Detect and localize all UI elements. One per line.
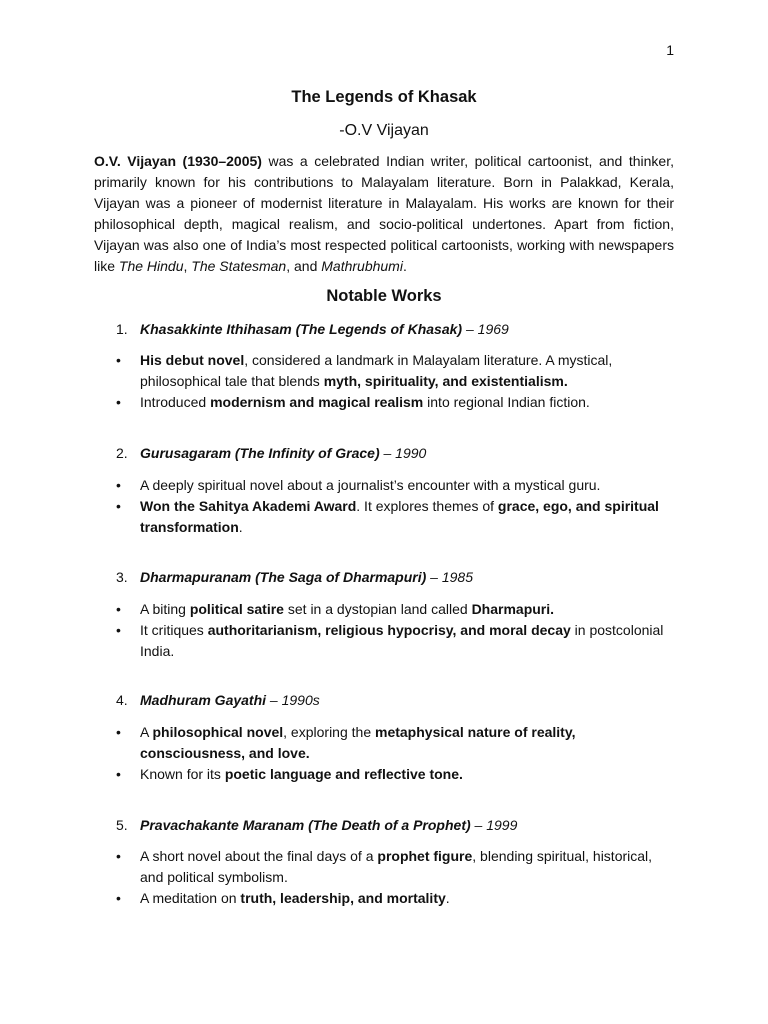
bullet-text: , exploring the	[283, 724, 375, 740]
bullet-text-bold: His debut novel	[140, 352, 245, 368]
bullet-text-bold: poetic language and reflective tone.	[224, 766, 463, 782]
work-name: Madhuram Gayathi	[140, 692, 267, 708]
bullet-text: .	[238, 519, 243, 535]
intro-paragraph	[94, 151, 674, 277]
work-year: – 1990	[379, 445, 427, 461]
bullet-marker: •	[116, 890, 121, 906]
intro-name-years: O.V. Vijayan (1930–2005)	[94, 153, 262, 169]
bullet-text: A	[140, 724, 153, 740]
page-number: 1	[666, 42, 674, 58]
bullet-text-bold: metaphysical nature of reality, consciousness, and love.	[140, 724, 576, 761]
work-year: – 1990s	[266, 692, 320, 708]
work-number: 5.	[116, 817, 128, 833]
bullet-text: , blending spiritual, historical, and political symbolism.	[140, 848, 653, 885]
section-heading-notable-works: Notable Works	[326, 287, 442, 305]
bullet-text: A meditation on	[140, 890, 241, 906]
intro-text: was a celebrated Indian writer, political cartoonist, and thinker, primarily known for his contributions to Malayalam literature. Born in Palakkad, Kerala, Vijayan was a pioneer of modernist literature in Malayalam. His works are known for their philosophical depth, magical realism, and socio-political undertones. Apart from fiction, Vijayan was also one of India’s most respected political cartoonists, working with newspapers like	[94, 153, 674, 274]
bullet-marker: •	[116, 766, 121, 782]
bullet-item	[116, 599, 674, 620]
bullet-text-bold: political satire	[189, 601, 284, 617]
bullet-text-bold: Won the Sahitya Akademi Award	[140, 498, 357, 514]
bullet-text: , considered a landmark in Malayalam literature. A mystical, philosophical tale that blends	[140, 352, 613, 389]
bullet-item	[116, 722, 674, 764]
work-name: Gurusagaram (The Infinity of Grace)	[140, 445, 380, 461]
work-bullet-list	[116, 722, 674, 785]
work-bullet-list	[116, 846, 674, 909]
bullet-text-bold: prophet figure	[377, 848, 473, 864]
work-number: 3.	[116, 569, 128, 585]
bullet-text: A biting	[140, 601, 190, 617]
bullet-item	[116, 888, 674, 909]
work-bullet-list	[116, 599, 674, 662]
work-year: – 1969	[462, 321, 509, 337]
bullet-text-bold: Dharmapuri.	[471, 601, 555, 617]
bullet-text-bold: truth, leadership, and mortality	[240, 890, 446, 906]
newspaper-name: The Hindu	[118, 258, 184, 274]
bullet-item	[116, 392, 674, 413]
document-author: -O.V Vijayan	[339, 122, 429, 139]
document-title: The Legends of Khasak	[291, 88, 477, 106]
bullet-text-bold: modernism and magical realism	[210, 394, 424, 410]
bullet-item	[116, 846, 674, 888]
bullet-text: set in a dystopian land called	[283, 601, 472, 617]
bullet-text: It critiques	[140, 622, 208, 638]
work-name: Khasakkinte Ithihasam (The Legends of Khasak)	[140, 321, 463, 337]
bullet-marker: •	[116, 477, 121, 493]
intro-end: .	[402, 258, 407, 274]
work-name: Dharmapuranam (The Saga of Dharmapuri)	[140, 569, 427, 585]
newspaper-name: Mathrubhumi	[321, 258, 403, 274]
bullet-text-bold: authoritarianism, religious hypocrisy, and moral decay	[207, 622, 571, 638]
work-year: – 1985	[426, 569, 473, 585]
intro-separator: , and	[286, 258, 322, 274]
bullet-text: A deeply spiritual novel about a journalist’s encounter with a mystical guru.	[140, 477, 601, 493]
bullet-item	[116, 350, 674, 392]
bullet-marker: •	[116, 724, 121, 740]
work-number: 2.	[116, 445, 128, 461]
work-bullet-list	[116, 350, 674, 413]
bullet-marker: •	[116, 622, 121, 638]
bullet-marker: •	[116, 394, 121, 410]
bullet-item	[116, 620, 674, 662]
bullet-item	[116, 475, 674, 496]
bullet-item	[116, 764, 674, 785]
work-number: 1.	[116, 321, 128, 337]
work-name: Pravachakante Maranam (The Death of a Prophet)	[140, 817, 471, 833]
bullet-marker: •	[116, 848, 121, 864]
bullet-text: A short novel about the final days of a	[140, 848, 378, 864]
bullet-marker: •	[116, 352, 121, 368]
bullet-text-bold: myth, spirituality, and existentialism.	[323, 373, 568, 389]
bullet-text: .	[445, 890, 450, 906]
bullet-text: Known for its	[140, 766, 225, 782]
bullet-text-bold: grace, ego, and spiritual transformation	[140, 498, 659, 535]
bullet-marker: •	[116, 601, 121, 617]
work-bullet-list	[116, 475, 674, 538]
bullet-text: Introduced	[140, 394, 211, 410]
bullet-marker: •	[116, 498, 121, 514]
work-year: – 1999	[470, 817, 518, 833]
bullet-item	[116, 496, 674, 538]
bullet-text-bold: philosophical novel	[152, 724, 284, 740]
work-number: 4.	[116, 692, 128, 708]
bullet-text: . It explores themes of	[356, 498, 498, 514]
newspaper-name: The Statesman	[191, 258, 287, 274]
intro-separator: ,	[183, 258, 192, 274]
bullet-text: into regional Indian fiction.	[423, 394, 590, 410]
bullet-text: in postcolonial India.	[140, 622, 664, 659]
